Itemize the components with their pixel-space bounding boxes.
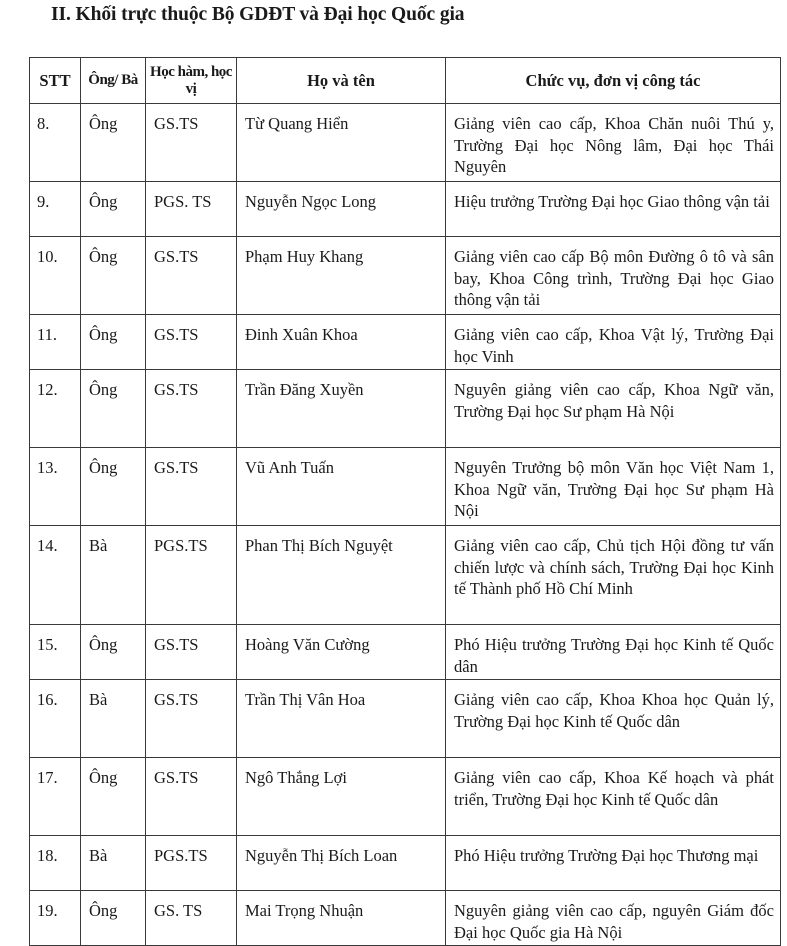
table-row [30, 237, 781, 315]
row-gender: Bà [81, 526, 146, 625]
row-gender: Ông [81, 237, 146, 315]
row-degree: PGS. TS [146, 182, 237, 237]
row-name: Trần Thị Vân Hoa [237, 680, 446, 758]
row-stt: 11. [30, 315, 81, 370]
row-degree: GS.TS [146, 448, 237, 526]
row-gender: Ông [81, 315, 146, 370]
row-position: Phó Hiệu trưởng Trường Đại học Kinh tế Quốc dân [446, 625, 781, 680]
row-gender: Ông [81, 370, 146, 448]
table-row [30, 836, 781, 891]
row-gender: Ông [81, 758, 146, 836]
row-name: Hoàng Văn Cường [237, 625, 446, 680]
table-row [30, 526, 781, 625]
row-stt: 9. [30, 182, 81, 237]
row-position: Giảng viên cao cấp, Khoa Khoa học Quản lý, Trường Đại học Kinh tế Quốc dân [446, 680, 781, 758]
header-position: Chức vụ, đơn vị công tác [446, 58, 781, 104]
row-name: Nguyễn Thị Bích Loan [237, 836, 446, 891]
header-name: Họ và tên [237, 58, 446, 104]
row-name: Phạm Huy Khang [237, 237, 446, 315]
row-degree: GS.TS [146, 315, 237, 370]
table-row [30, 891, 781, 946]
row-stt: 15. [30, 625, 81, 680]
row-name: Từ Quang Hiển [237, 104, 446, 182]
row-name: Trần Đăng Xuyền [237, 370, 446, 448]
row-degree: PGS.TS [146, 836, 237, 891]
row-stt: 16. [30, 680, 81, 758]
row-stt: 8. [30, 104, 81, 182]
row-name: Vũ Anh Tuấn [237, 448, 446, 526]
row-gender: Bà [81, 680, 146, 758]
table-row [30, 625, 781, 680]
row-degree: GS.TS [146, 104, 237, 182]
row-position: Phó Hiệu trưởng Trường Đại học Thương mại [446, 836, 781, 891]
row-stt: 17. [30, 758, 81, 836]
row-position: Giảng viên cao cấp, Khoa Chăn nuôi Thú y, Trường Đại học Nông lâm, Đại học Thái Nguyên [446, 104, 781, 182]
row-stt: 12. [30, 370, 81, 448]
row-stt: 14. [30, 526, 81, 625]
row-degree: GS.TS [146, 758, 237, 836]
row-position: Giảng viên cao cấp, Khoa Kế hoạch và phát triển, Trường Đại học Kinh tế Quốc dân [446, 758, 781, 836]
section-title: II. Khối trực thuộc Bộ GDĐT và Đại học Quốc gia [51, 4, 465, 25]
members-table [29, 57, 781, 946]
row-name: Nguyễn Ngọc Long [237, 182, 446, 237]
row-gender: Ông [81, 625, 146, 680]
row-name: Đinh Xuân Khoa [237, 315, 446, 370]
row-position: Nguyên giảng viên cao cấp, nguyên Giám đốc Đại học Quốc gia Hà Nội [446, 891, 781, 946]
row-position: Giảng viên cao cấp, Chủ tịch Hội đồng tư vấn chiến lược và chính sách, Trường Đại học Kinh tế Thành phố Hồ Chí Minh [446, 526, 781, 625]
row-degree: GS.TS [146, 370, 237, 448]
header-stt: STT [30, 58, 81, 104]
row-stt: 13. [30, 448, 81, 526]
row-degree: GS.TS [146, 625, 237, 680]
row-gender: Ông [81, 182, 146, 237]
header-degree: Học hàm, học vị [146, 58, 237, 104]
table-row [30, 370, 781, 448]
row-degree: GS.TS [146, 680, 237, 758]
row-position: Nguyên giảng viên cao cấp, Khoa Ngữ văn, Trường Đại học Sư phạm Hà Nội [446, 370, 781, 448]
row-position: Nguyên Trưởng bộ môn Văn học Việt Nam 1, Khoa Ngữ văn, Trường Đại học Sư phạm Hà Nội [446, 448, 781, 526]
row-degree: PGS.TS [146, 526, 237, 625]
row-stt: 18. [30, 836, 81, 891]
row-gender: Ông [81, 104, 146, 182]
row-stt: 19. [30, 891, 81, 946]
table-row [30, 680, 781, 758]
row-name: Ngô Thắng Lợi [237, 758, 446, 836]
row-position: Giảng viên cao cấp Bộ môn Đường ô tô và sân bay, Khoa Công trình, Trường Đại học Giao thông vận tải [446, 237, 781, 315]
row-gender: Ông [81, 448, 146, 526]
row-position: Giảng viên cao cấp, Khoa Vật lý, Trường Đại học Vinh [446, 315, 781, 370]
row-position: Hiệu trưởng Trường Đại học Giao thông vận tải [446, 182, 781, 237]
row-name: Phan Thị Bích Nguyệt [237, 526, 446, 625]
table-row [30, 182, 781, 237]
table-row [30, 448, 781, 526]
row-gender: Bà [81, 836, 146, 891]
row-degree: GS. TS [146, 891, 237, 946]
row-name: Mai Trọng Nhuận [237, 891, 446, 946]
row-degree: GS.TS [146, 237, 237, 315]
table-row [30, 315, 781, 370]
row-gender: Ông [81, 891, 146, 946]
row-stt: 10. [30, 237, 81, 315]
table-row [30, 758, 781, 836]
table-row [30, 104, 781, 182]
table-header-row [30, 58, 781, 104]
header-gender: Ông/ Bà [81, 58, 146, 104]
